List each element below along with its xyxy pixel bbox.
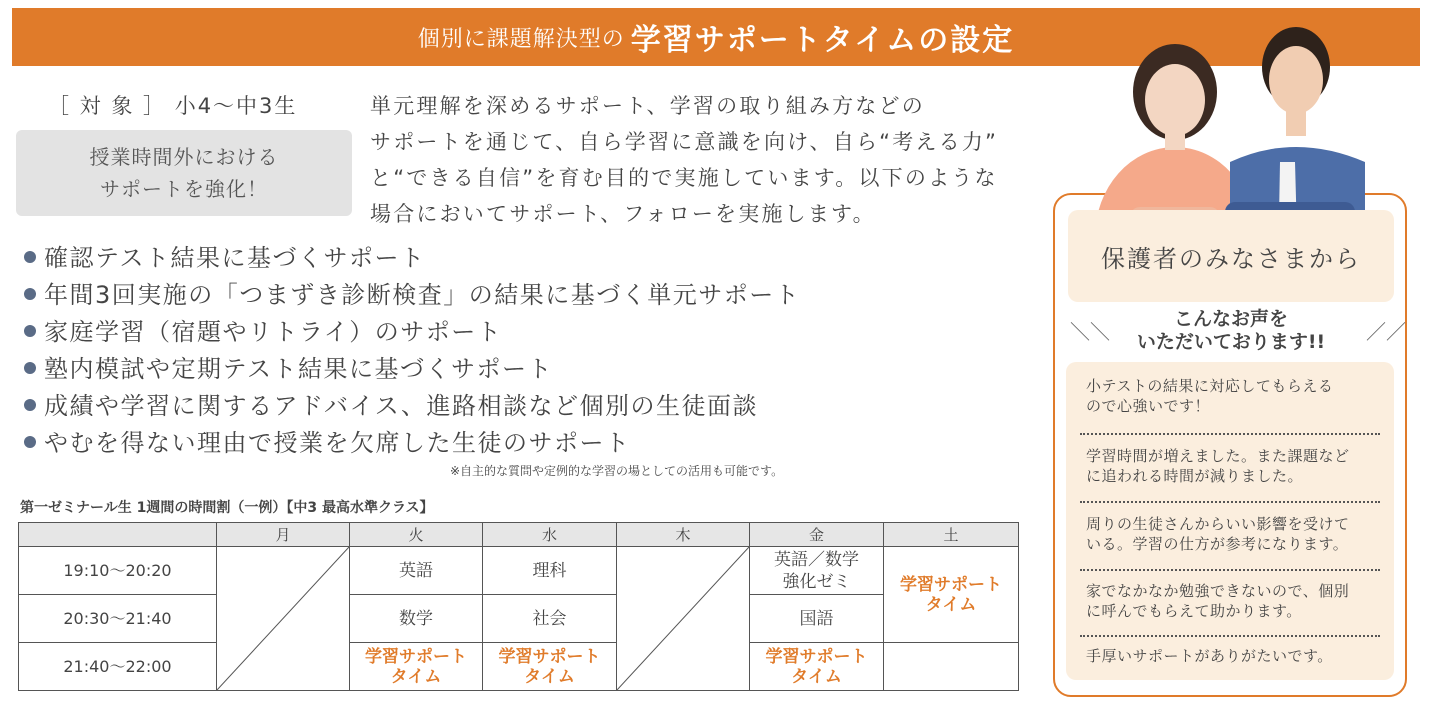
time-cell: 19:10〜20:20 (19, 547, 217, 595)
footnote: ※自主的な質問や定例的な学習の場としての活用も可能です。 (450, 464, 784, 478)
banner-main: 学習サポートタイムの設定 (630, 23, 1015, 58)
bullet-dot-icon (24, 436, 36, 448)
header-day: 木 (617, 523, 750, 547)
list-item: 成績や学習に関するアドバイス、進路相談など個別の生徒面談 (24, 388, 800, 425)
comment-item: 周りの生徒さんからいい影響を受けて いる。学習の仕方が参考になります。 (1086, 515, 1350, 553)
voice-title: こんなお声を いただいております!! (1136, 308, 1326, 353)
table-row (19, 595, 1019, 643)
list-item: やむを得ない理由で授業を欠席した生徒のサポート (24, 425, 800, 462)
strengthen-line-2: サポートを強化！ (100, 177, 268, 201)
bullet-dot-icon (24, 325, 36, 337)
banner-pre: 個別に課題解決型の (417, 26, 625, 52)
support-time-cell: 学習サポート タイム (884, 547, 1019, 643)
class-cell: 英語 (350, 547, 483, 595)
time-cell: 21:40〜22:00 (19, 643, 217, 691)
strengthen-line-1: 授業時間外における (89, 145, 279, 169)
table-row (19, 643, 1019, 691)
no-class-mon (217, 547, 350, 691)
strengthen-box (16, 130, 352, 216)
header-day: 火 (350, 523, 483, 547)
dotted-divider (1080, 501, 1380, 503)
intro-line: サポートを通じて、自ら学習に意識を向け、自ら“考える力” (370, 130, 999, 154)
parents-heading: 保護者のみなさまから (1068, 210, 1394, 302)
intro-line: 場合においてサポート、フォローを実施します。 (370, 202, 876, 226)
comment-item: 小テストの結果に対応してもらえる ので心強いです！ (1086, 377, 1334, 415)
diagonal-slash-icon (617, 547, 749, 690)
header-day: 金 (750, 523, 884, 547)
time-cell: 20:30〜21:40 (19, 595, 217, 643)
list-item: 確認テスト結果に基づくサポート (24, 240, 800, 277)
list-item: 塾内模試や定期テスト結果に基づくサポート (24, 351, 800, 388)
intro-text (370, 88, 1035, 232)
comment-item: 手厚いサポートがありがたいです。 (1086, 647, 1333, 665)
support-list (24, 240, 800, 462)
list-item: 年間3回実施の「つまずき診断検査」の結果に基づく単元サポート (24, 277, 800, 314)
table-row (19, 547, 1019, 595)
dotted-divider (1080, 433, 1380, 435)
timetable (18, 522, 1019, 691)
dotted-divider (1080, 635, 1380, 637)
header-corner (19, 523, 217, 547)
intro-line: 単元理解を深めるサポート、学習の取り組み方などの (370, 94, 925, 118)
class-cell: 理科 (483, 547, 617, 595)
header-day: 土 (884, 523, 1019, 547)
timetable-title: 第一ゼミナール生 1週間の時間割（一例）【中3 最高水準クラス】 (20, 500, 434, 516)
support-time-cell: 学習サポート タイム (350, 643, 483, 691)
list-item: 家庭学習（宿題やリトライ）のサポート (24, 314, 800, 351)
comment-item: 家でなかなか勉強できないので、個別 に呼んでもらえて助かります。 (1086, 582, 1350, 620)
class-cell: 社会 (483, 595, 617, 643)
dotted-divider (1080, 569, 1380, 571)
emphasis-lines-left-icon: ＼＼ (1070, 320, 1110, 344)
class-cell: 英語／数学 強化ゼミ (750, 547, 884, 595)
bullet-dot-icon (24, 288, 36, 300)
table-header-row (19, 523, 1019, 547)
support-time-cell: 学習サポート タイム (750, 643, 884, 691)
support-time-cell: 学習サポート タイム (483, 643, 617, 691)
header-day: 月 (217, 523, 350, 547)
header-day: 水 (483, 523, 617, 547)
bullet-dot-icon (24, 399, 36, 411)
comment-item: 学習時間が増えました。また課題など に追われる時間が減りました。 (1086, 447, 1350, 485)
intro-line: と“できる自信”を育む目的で実施しています。以下のような (370, 166, 998, 190)
bullet-dot-icon (24, 251, 36, 263)
emphasis-lines-right-icon: ／／ (1366, 320, 1406, 344)
class-cell: 数学 (350, 595, 483, 643)
empty-cell (884, 643, 1019, 691)
no-class-thu (617, 547, 750, 691)
bullet-dot-icon (24, 362, 36, 374)
diagonal-slash-icon (217, 547, 349, 690)
class-cell: 国語 (750, 595, 884, 643)
target-label: ［ 対 象 ］ 小4〜中3生 (48, 94, 298, 118)
